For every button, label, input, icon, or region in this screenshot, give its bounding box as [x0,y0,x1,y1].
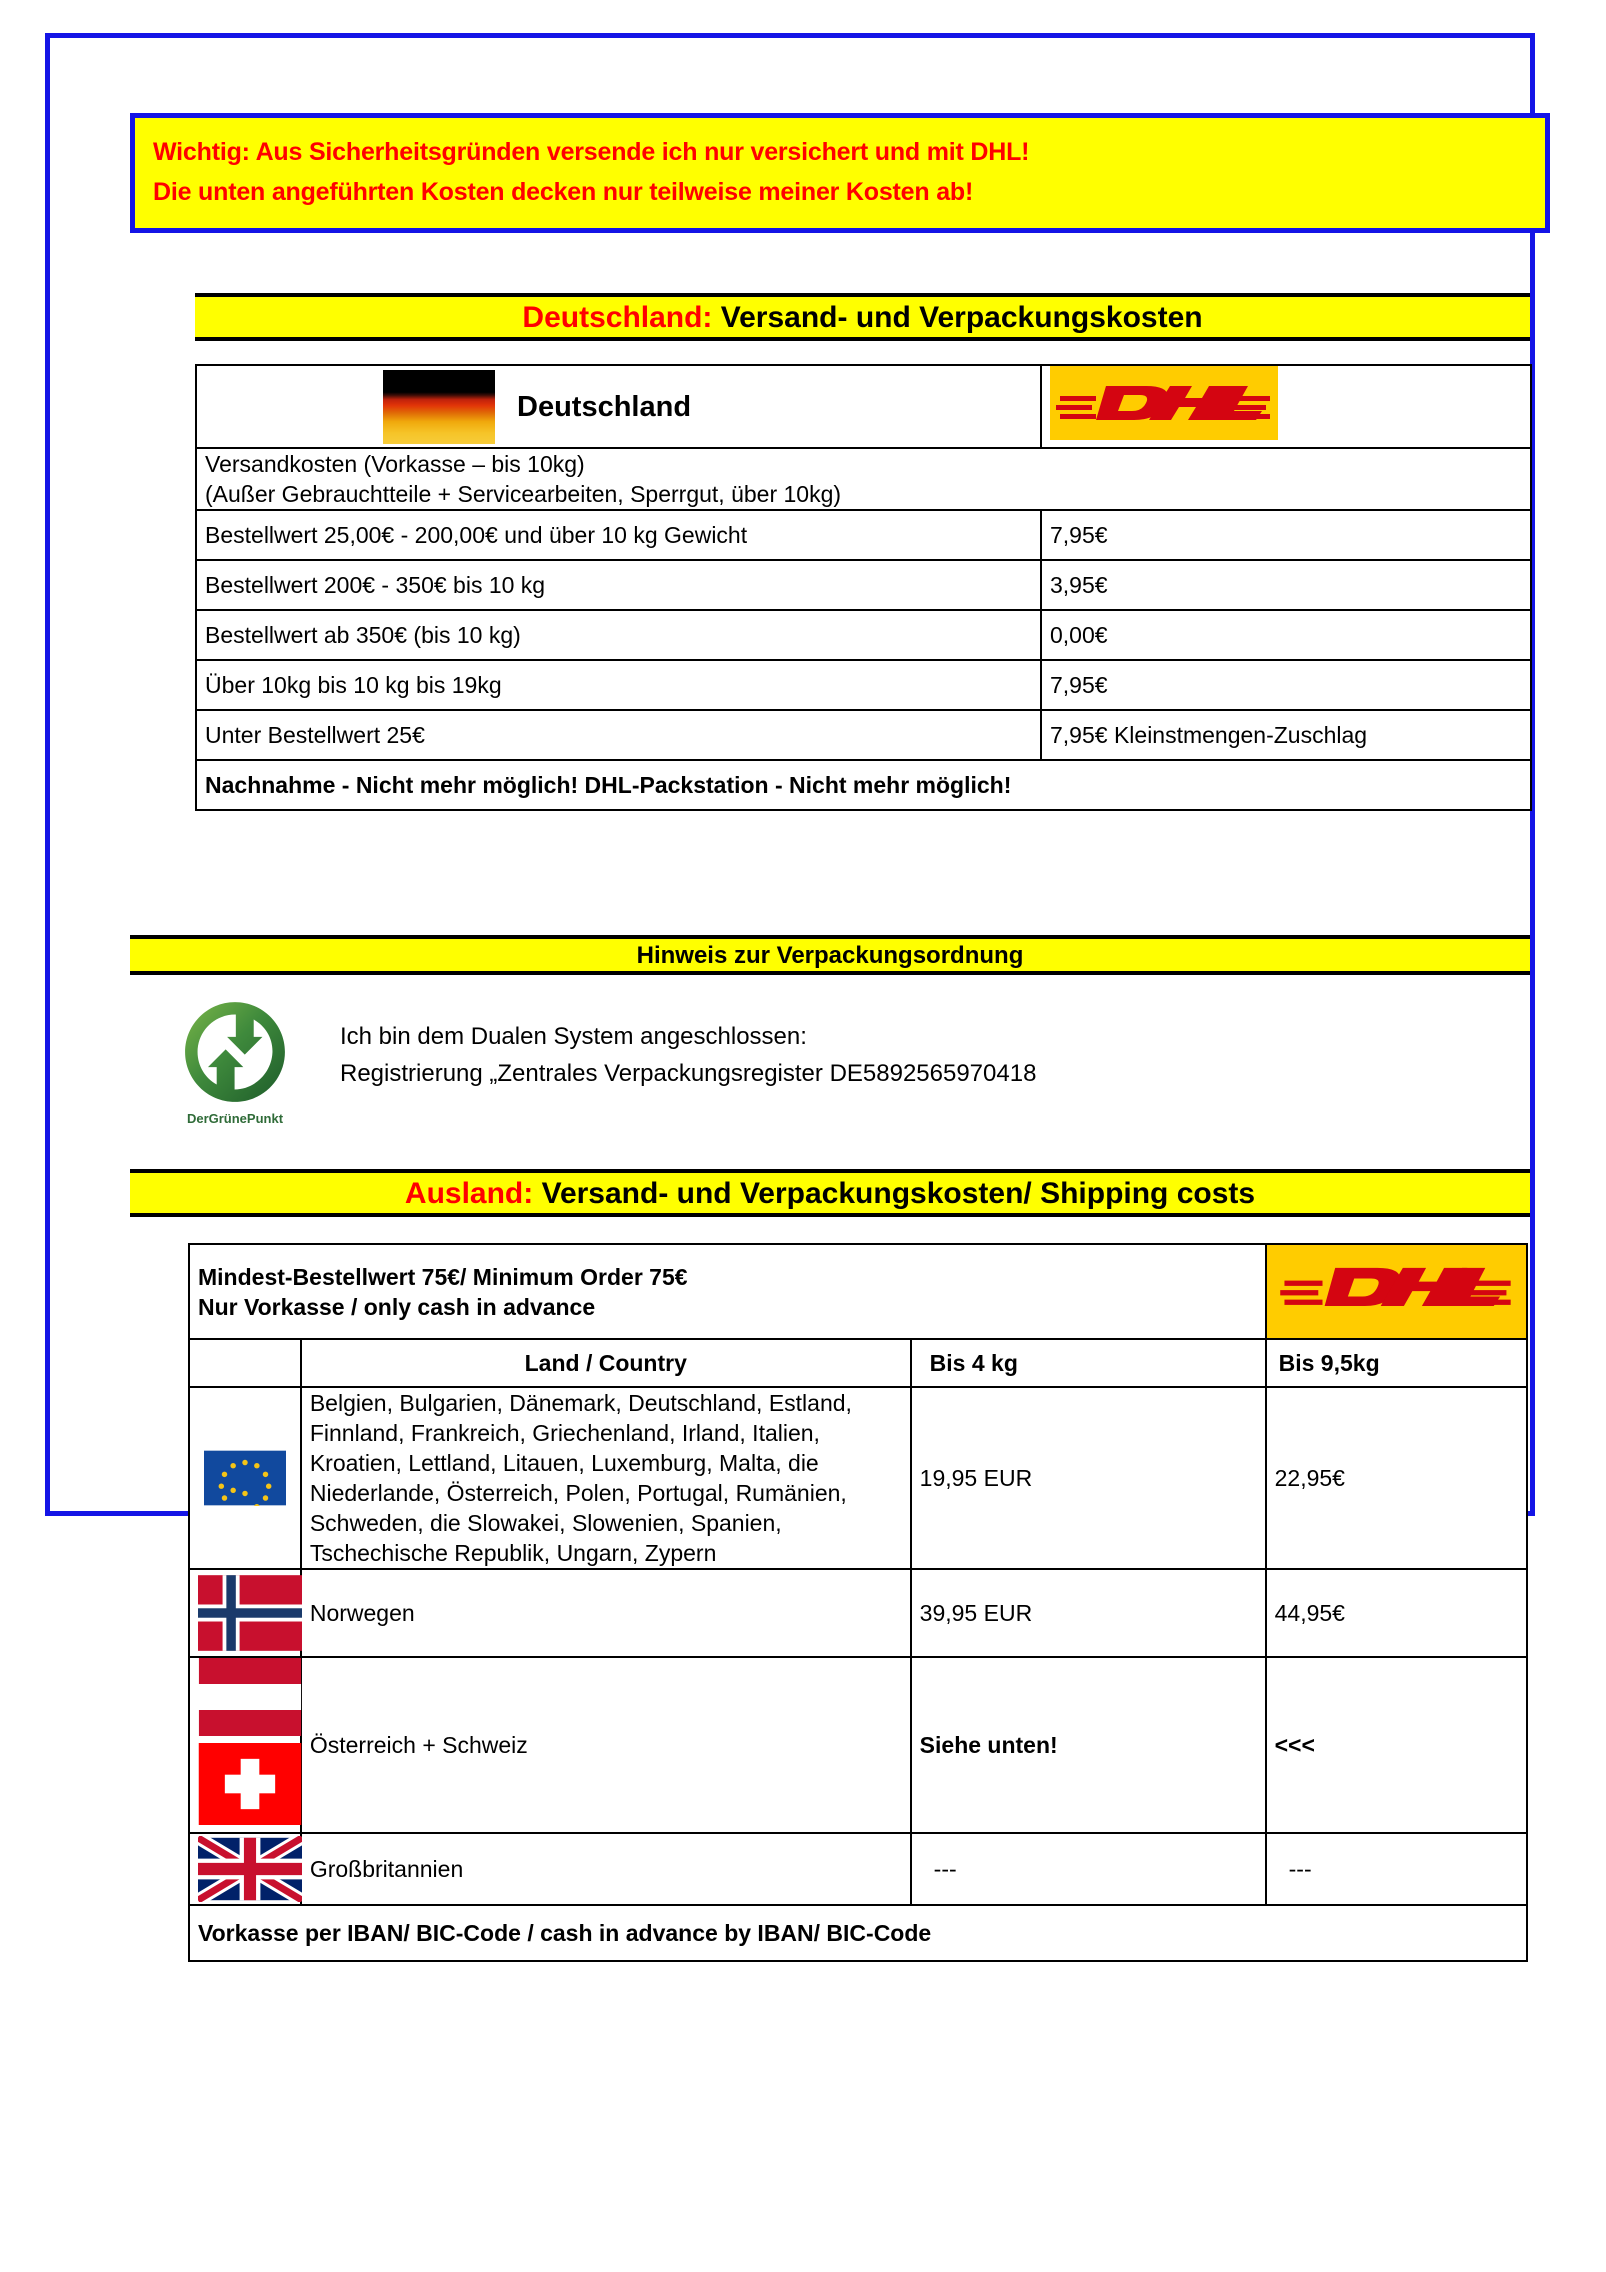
packaging-text-line-1: Ich bin dem Dualen System angeschlossen: [340,1023,807,1050]
abroad-row-flag [189,1833,301,1905]
germany-row-label: Bestellwert 25,00€ - 200,00€ und über 10 kg Gewicht [196,510,1041,560]
germany-flag-cell [196,365,1041,448]
important-notice-banner [130,113,1550,233]
abroad-row-country: Großbritannien [301,1833,911,1905]
table-row [196,610,1531,660]
germany-row-label: Über 10kg bis 10 kg bis 19kg [196,660,1041,710]
packaging-section-body [130,988,1530,1153]
table-row [196,510,1531,560]
dhl-logo-icon [1050,366,1278,440]
table-row [196,710,1531,760]
table-row [189,1833,1527,1905]
germany-row-price: 7,95€ [1041,510,1531,560]
packaging-text [340,1018,1036,1092]
norway-flag-icon [198,1570,302,1656]
abroad-row-country: Belgien, Bulgarien, Dänemark, Deutschland, Estland, Finnland, Frankreich, Griechenland, Irland, Italien, Kroatien, Lettland, Litauen, Luxemburg, Malta, die Niederlande, Österreich, Polen, Portugal, Rumänien, Schweden, die Slowakei, Slowenien, Spanien, Tschechische Republik, Ungarn, Zypern [301,1387,911,1569]
abroad-row-country: Österreich + Schweiz [301,1657,911,1833]
abroad-col-upto4-header: Bis 4 kg [911,1339,1266,1387]
austria-flag-icon [198,1658,302,1736]
abroad-row-flag [189,1657,301,1833]
abroad-shipping-table [188,1243,1528,1962]
abroad-section-heading [130,1169,1530,1217]
notice-line-2: Die unten angeführten Kosten decken nur teilweise meiner Kosten ab! [153,178,974,206]
abroad-footer-row [189,1905,1527,1961]
packaging-text-line-2: Registrierung „Zentrales Verpackungsregister DE5892565970418 [340,1060,1037,1087]
germany-carrier-cell [1041,365,1531,448]
germany-footer-note: Nachnahme - Nicht mehr möglich! DHL-Packstation - Nicht mehr möglich! [196,760,1531,810]
abroad-row-price-95kg: 22,95€ [1266,1387,1527,1569]
abroad-row-country: Norwegen [301,1569,911,1657]
germany-heading-accent: Deutschland: [522,301,713,334]
gruene-punkt-logo-wrap [160,1000,310,1126]
abroad-col-upto95-header: Bis 9,5kg [1266,1339,1527,1387]
germany-heading-rest: Versand- und Verpackungskosten [712,301,1203,334]
germany-row-price: 7,95€ [1041,660,1531,710]
abroad-min-order-line-1: Mindest-Bestellwert 75€/ Minimum Order 75€ [198,1263,688,1290]
abroad-table-header-row [189,1244,1527,1339]
germany-flag-label: Deutschland [517,390,692,423]
germany-description-line-1: Versandkosten (Vorkasse – bis 10kg) [205,451,585,477]
packaging-heading-label: Hinweis zur Verpackungsordnung [636,942,1024,969]
germany-footer-row [196,760,1531,810]
abroad-footer-note: Vorkasse per IBAN/ BIC-Code / cash in advance by IBAN/ BIC-Code [189,1905,1527,1961]
abroad-col-country-header: Land / Country [301,1339,911,1387]
germany-description-row [196,448,1531,510]
germany-row-label: Bestellwert ab 350€ (bis 10 kg) [196,610,1041,660]
germany-section-heading [195,293,1530,341]
page-border-frame [45,33,1535,1946]
germany-description-line-2: (Außer Gebrauchtteile + Servicearbeiten, Sperrgut, über 10kg) [205,481,842,507]
abroad-col-flag-header [189,1339,301,1387]
table-row [196,560,1531,610]
germany-table-logo-row [196,365,1531,448]
abroad-row-price-4kg: 39,95 EUR [911,1569,1266,1657]
austria-switzerland-flag-icon [198,1658,292,1832]
uk-flag-icon [198,1836,302,1902]
germany-flag-icon [383,370,495,444]
abroad-row-price-4kg: Siehe unten! [911,1657,1266,1833]
abroad-row-price-95kg: <<< [1266,1657,1527,1833]
table-row [189,1569,1527,1657]
abroad-row-price-95kg: 44,95€ [1266,1569,1527,1657]
packaging-section-heading [130,935,1530,975]
switzerland-flag-icon [198,1743,302,1825]
germany-row-label: Bestellwert 200€ - 350€ bis 10 kg [196,560,1041,610]
notice-line-1: Wichtig: Aus Sicherheitsgründen versende ich nur versichert und mit DHL! [153,138,1030,166]
abroad-column-header-row [189,1339,1527,1387]
abroad-row-price-4kg: --- [911,1833,1266,1905]
abroad-min-order-cell [189,1244,1266,1339]
abroad-heading-rest: Versand- und Verpackungskosten/ Shipping costs [533,1177,1256,1210]
germany-row-price: 3,95€ [1041,560,1531,610]
germany-row-price: 0,00€ [1041,610,1531,660]
gruene-punkt-caption: DerGrünePunkt [186,1111,284,1126]
germany-row-label: Unter Bestellwert 25€ [196,710,1041,760]
germany-shipping-table [195,364,1532,811]
abroad-row-price-95kg: --- [1266,1833,1527,1905]
table-row [196,660,1531,710]
abroad-row-flag [189,1387,301,1569]
germany-description-cell [196,448,1531,510]
abroad-row-flag [189,1569,301,1657]
table-row [189,1657,1527,1833]
abroad-heading-accent: Ausland: [404,1177,534,1210]
germany-row-price: 7,95€ Kleinstmengen-Zuschlag [1041,710,1531,760]
abroad-min-order-line-2: Nur Vorkasse / only cash in advance [198,1293,596,1320]
dhl-logo-icon [1276,1245,1517,1331]
eu-flag-icon [204,1450,286,1506]
abroad-carrier-cell [1266,1244,1527,1339]
abroad-row-price-4kg: 19,95 EUR [911,1387,1266,1569]
table-row [189,1387,1527,1569]
recycle-icon [183,1000,287,1104]
